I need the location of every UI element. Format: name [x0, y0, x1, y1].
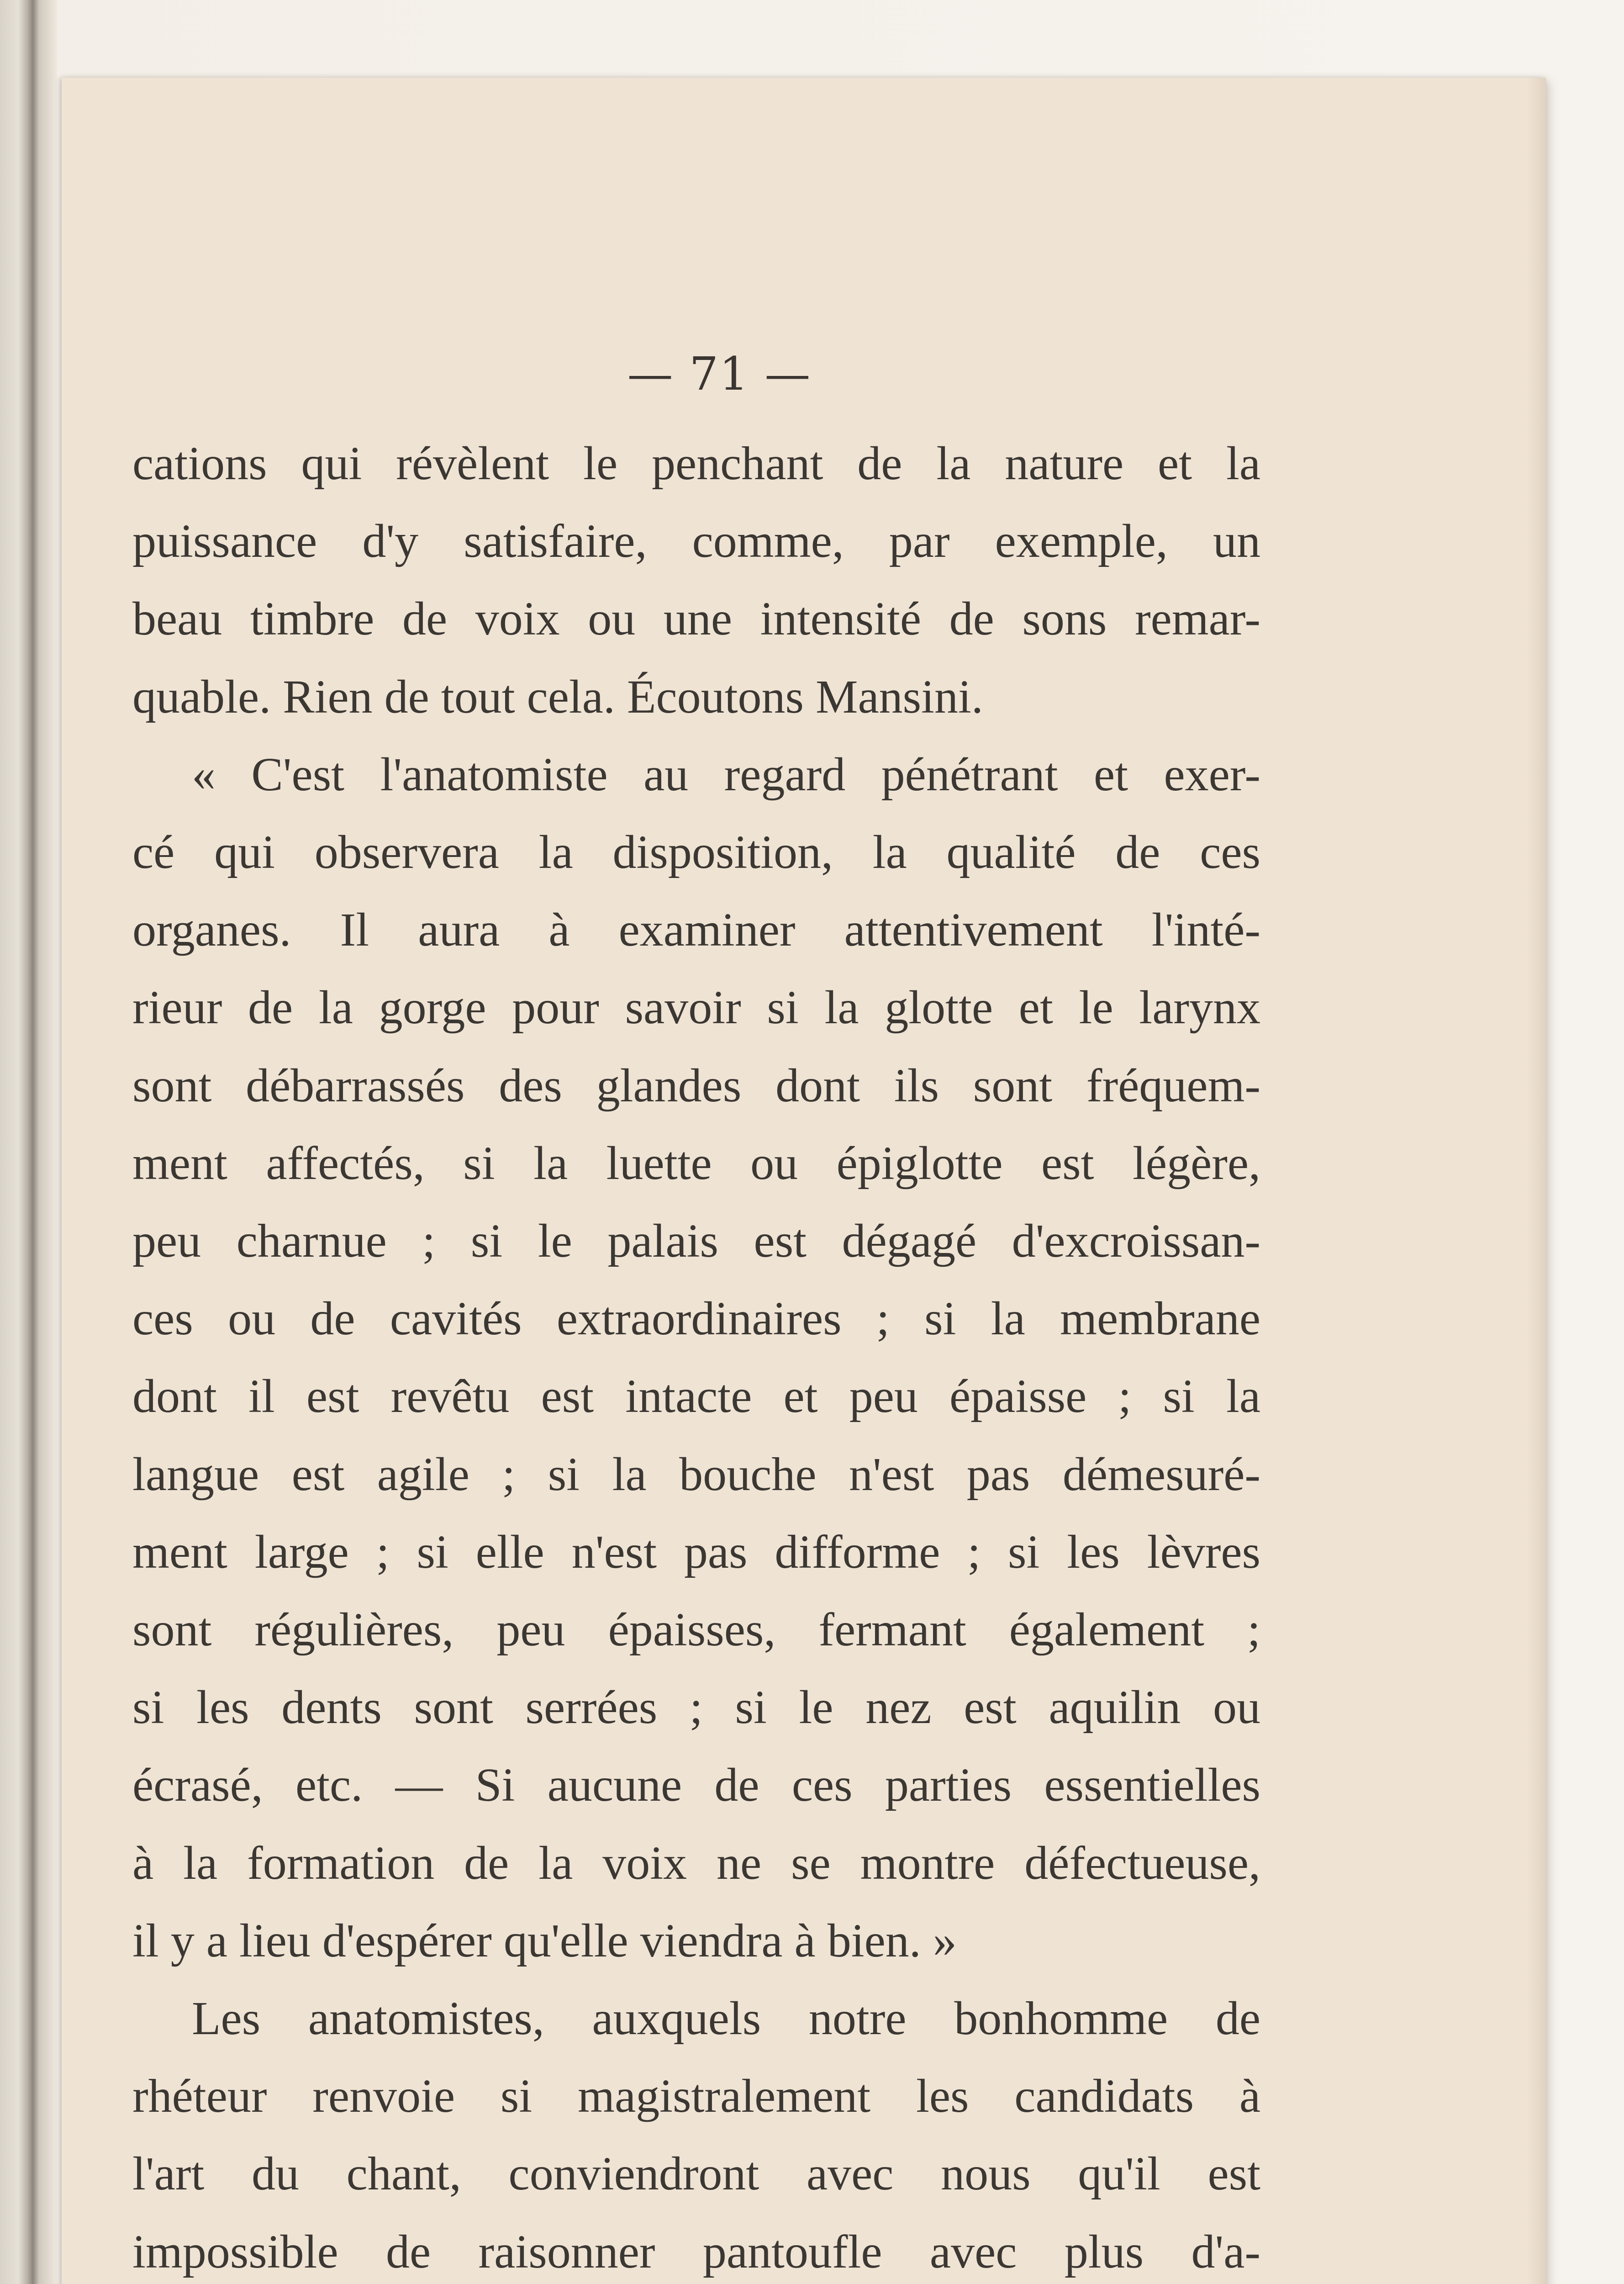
body-text	[132, 425, 1260, 2284]
text-line: écrasé, etc. — Si aucune de ces parties essentielles	[132, 1759, 1260, 1812]
text-line: peu charnue ; si le palais est dégagé d'excroissan-	[132, 1215, 1260, 1268]
text-line: si les dents sont serrées ; si le nez est aquilin ou	[132, 1681, 1260, 1734]
text-line: il y a lieu d'espérer qu'elle viendra à bien. »	[132, 1914, 957, 1967]
text-line: cations qui révèlent le penchant de la nature et la	[132, 437, 1260, 490]
text-line: rieur de la gorge pour savoir si la glotte et le larynx	[132, 981, 1260, 1034]
text-line: organes. Il aura à examiner attentivement l'inté-	[132, 904, 1260, 957]
text-line: ces ou de cavités extraordinaires ; si la membrane	[132, 1292, 1260, 1345]
text-line: langue est agile ; si la bouche n'est pas démesuré-	[132, 1448, 1260, 1501]
text-line: puissance d'y satisfaire, comme, par exemple, un	[132, 515, 1260, 568]
text-line: ment affectés, si la luette ou épiglotte est légère,	[132, 1137, 1260, 1190]
text-line: l'art du chant, conviendront avec nous qu'il est	[132, 2147, 1260, 2200]
text-line: dont il est revêtu est intacte et peu épaisse ; si la	[132, 1370, 1260, 1423]
text-line: Les anatomistes, auxquels notre bonhomme de	[192, 1992, 1260, 2045]
book-spine	[0, 0, 57, 2284]
text-line: cé qui observera la disposition, la qualité de ces	[132, 826, 1260, 879]
text-line: « C'est l'anatomiste au regard pénétrant et exer-	[192, 748, 1260, 801]
text-line: beau timbre de voix ou une intensité de sons remar-	[132, 592, 1260, 645]
text-line: ment large ; si elle n'est pas difforme ; si les lèvres	[132, 1525, 1260, 1578]
text-line: rhéteur renvoie si magistralement les candidats à	[132, 2070, 1260, 2123]
page-edge-shadow	[1528, 78, 1546, 2284]
text-line: sont débarrassés des glandes dont ils sont fréquem-	[132, 1059, 1260, 1112]
text-line: sont régulières, peu épaisses, fermant également ;	[132, 1603, 1260, 1656]
text-line: quable. Rien de tout cela. Écoutons Mansini.	[132, 670, 983, 723]
text-line: impossible de raisonner pantoufle avec plus d'a-	[132, 2225, 1260, 2278]
text-line: à la formation de la voix ne se montre défectueuse,	[132, 1836, 1260, 1889]
book-page	[62, 78, 1546, 2284]
page-number: — 71 —	[627, 347, 812, 401]
